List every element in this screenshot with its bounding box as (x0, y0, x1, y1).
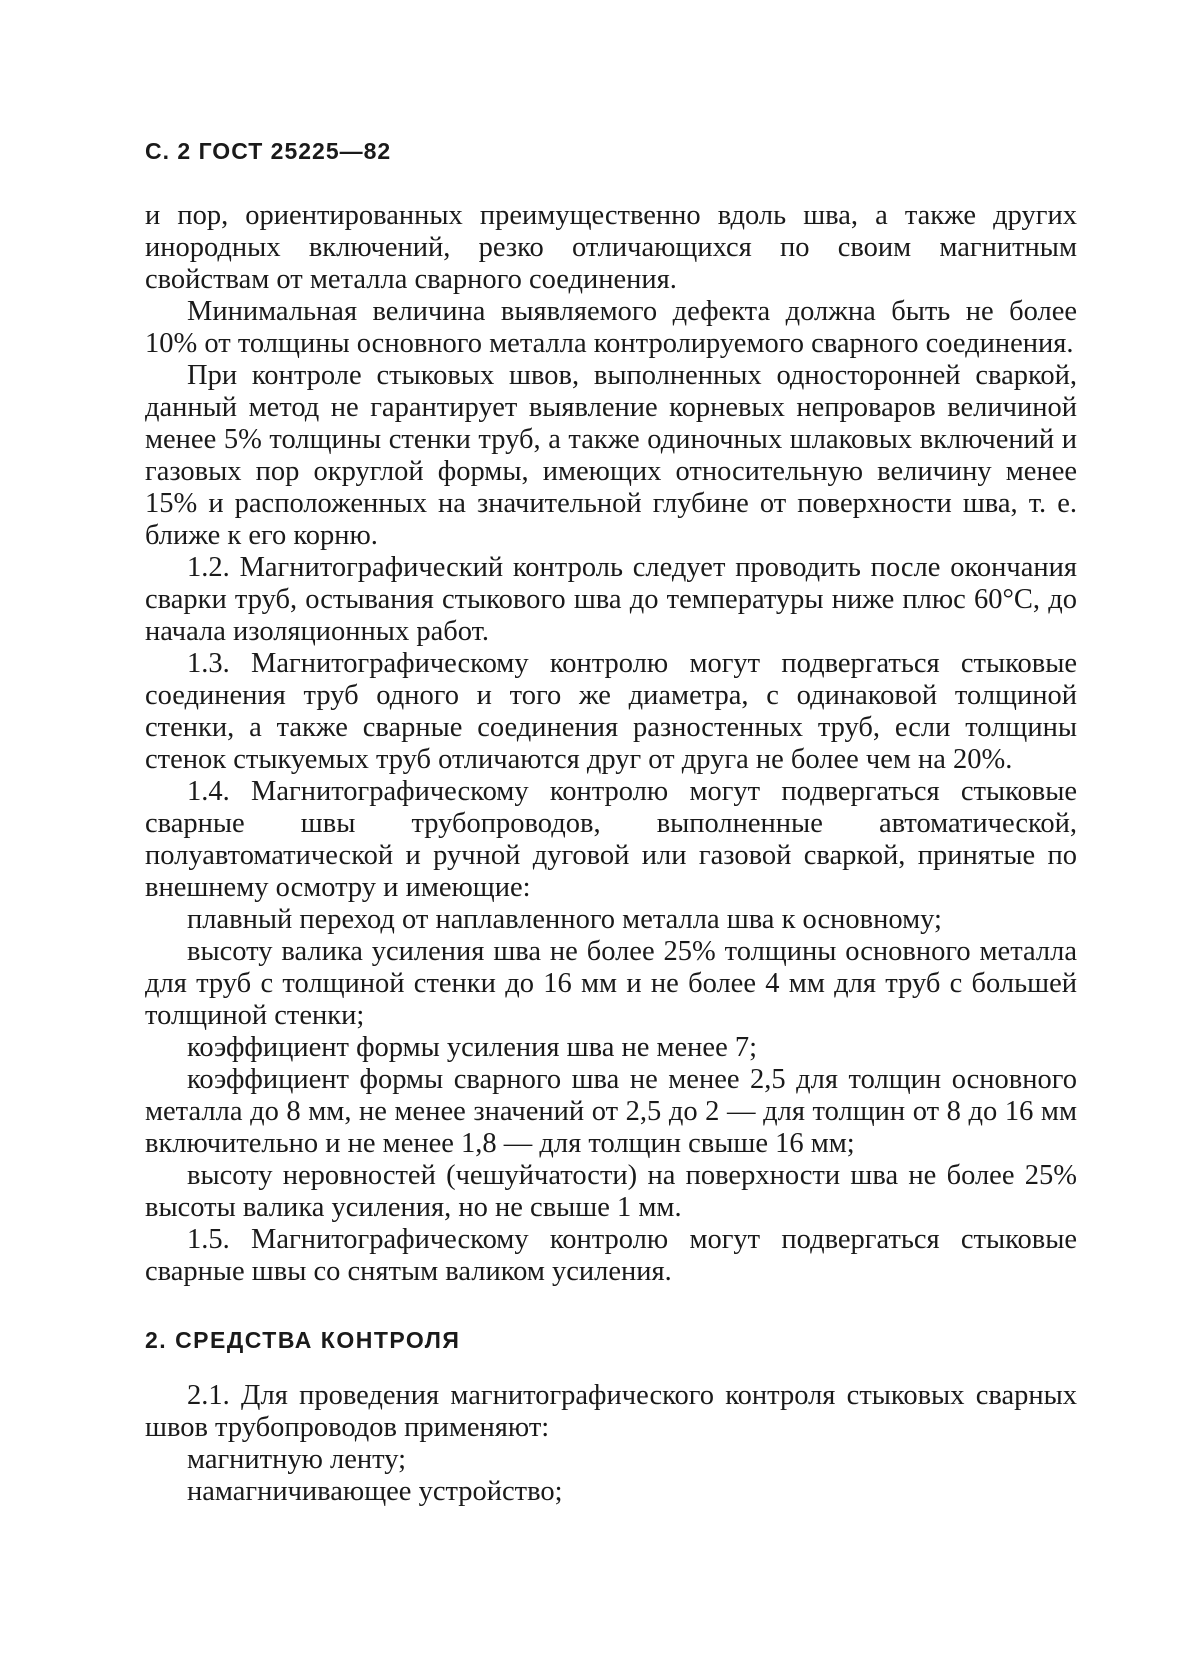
paragraph-continuation: и пор, ориентированных преимущественно вдоль шва, а также других инородных включений, резко отличающихся по своим магнитным свойствам от металла сварного соединения. (145, 200, 1077, 295)
list-item: высоту неровностей (чешуйчатости) на поверхности шва не более 25% высоты валика усиления, но не свыше 1 мм. (145, 1160, 1077, 1223)
clause-1-2: 1.2. Магнитографический контроль следует проводить после окончания сварки труб, остывания стыкового шва до температуры ниже плюс 60°С, до начала изоляционных работ. (145, 552, 1077, 647)
list-item: высоту валика усиления шва не более 25% толщины основного металла для труб с толщиной стенки до 16 мм и не более 4 мм для труб с большей толщиной стенки; (145, 936, 1077, 1031)
body-text (145, 200, 1077, 1508)
list-item: коэффициент формы сварного шва не менее 2,5 для толщин основного металла до 8 мм, не менее значений от 2,5 до 2 — для толщин от 8 до 16 мм включительно и не менее 1,8 — для толщин свыше 16 мм; (145, 1064, 1077, 1159)
list-item: намагничивающее устройство; (187, 1476, 563, 1507)
running-head: С. 2 ГОСТ 25225—82 (145, 138, 392, 164)
section-title: 2. СРЕДСТВА КОНТРОЛЯ (145, 1327, 461, 1353)
paragraph-min-defect: Минимальная величина выявляемого дефекта должна быть не более 10% от толщины основного металла контролируемого сварного соединения. (145, 296, 1077, 359)
list-item: магнитную ленту; (187, 1444, 407, 1475)
clause-2-1: 2.1. Для проведения магнитографического контроля стыковых сварных швов трубопроводов применяют: (145, 1380, 1077, 1443)
list-item: коэффициент формы усиления шва не менее 7; (187, 1032, 758, 1063)
clause-1-5: 1.5. Магнитографическому контролю могут подвергаться стыковые сварные швы со снятым валиком усиления. (145, 1224, 1077, 1287)
clause-1-4: 1.4. Магнитографическому контролю могут подвергаться стыковые сварные швы трубопроводов, выполненные автоматической, полуавтоматической и ручной дуговой или газовой сваркой, принятые по внешнему осмотру и имеющие: (145, 776, 1077, 903)
paragraph-one-side-welding: При контроле стыковых швов, выполненных односторонней сваркой, данный метод не гарантирует выявление корневых непроваров величиной менее 5% толщины стенки труб, а также одиночных шлаковых включений и газовых пор округлой формы, имеющих относительную величину менее 15% и расположенных на значительной глубине от поверхности шва, т. е. ближе к его корню. (145, 360, 1077, 551)
list-item: плавный переход от наплавленного металла шва к основному; (187, 904, 942, 935)
clause-1-3: 1.3. Магнитографическому контролю могут подвергаться стыковые соединения труб одного и того же диаметра, с одинаковой толщиной стенки, а также сварные соединения разностенных труб, если толщины стенок стыкуемых труб отличаются друг от друга не более чем на 20%. (145, 648, 1077, 775)
